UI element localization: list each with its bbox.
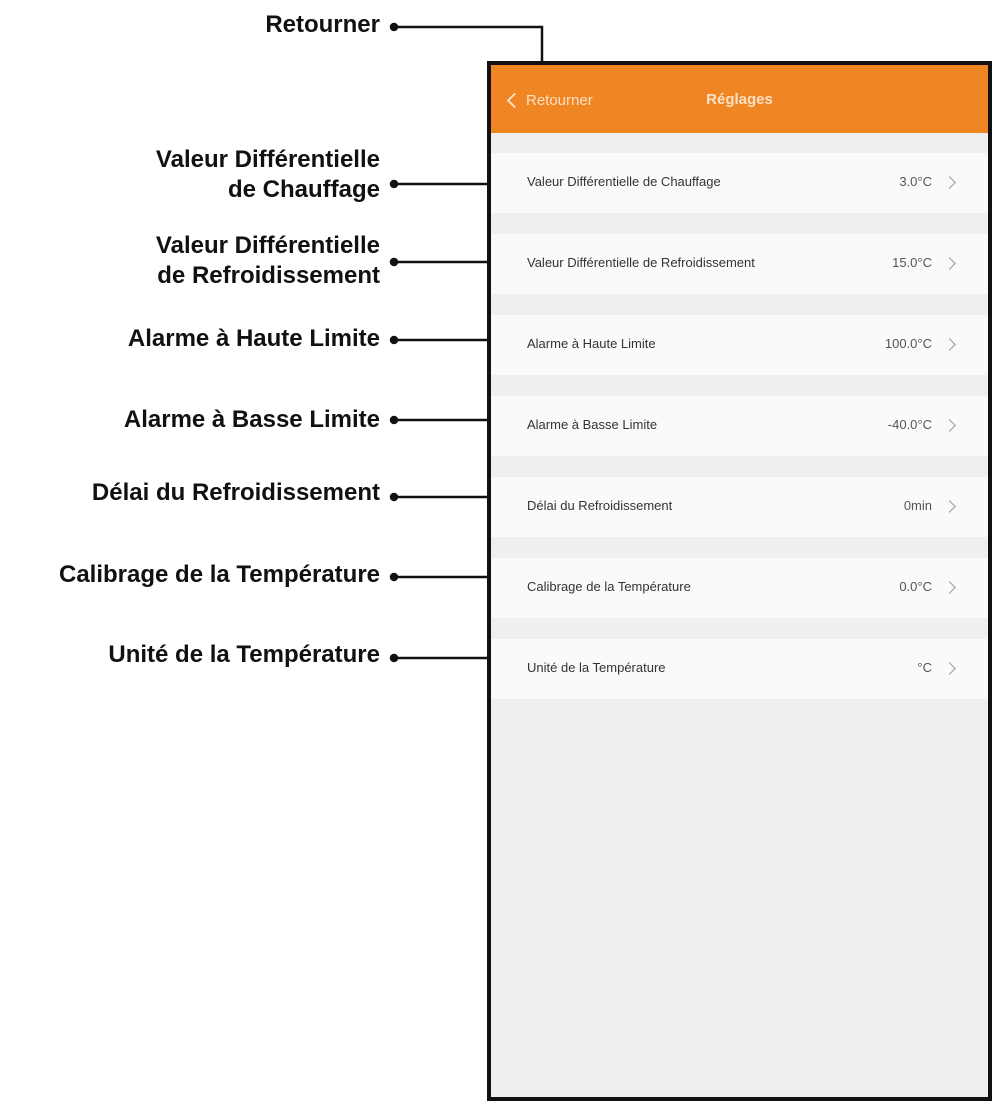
setting-label: Délai du Refroidissement (527, 498, 673, 513)
annotation-calibration-text: Calibrage de la Température (59, 561, 380, 588)
setting-label: Alarme à Haute Limite (527, 336, 656, 351)
annotation-cooling-line2: de Refroidissement (157, 262, 380, 289)
setting-label: Alarme à Basse Limite (527, 417, 658, 432)
settings-list (491, 153, 988, 720)
setting-value: -40.0°C (887, 417, 932, 432)
setting-value: 100.0°C (884, 336, 932, 351)
setting-cooling-differential[interactable] (491, 234, 988, 294)
setting-temperature-calibration[interactable] (491, 558, 988, 618)
setting-label: Valeur Différentielle de Refroidissement (527, 255, 755, 270)
chevron-right-icon (943, 419, 956, 432)
annotation-cooling-line1: Valeur Différentielle (155, 232, 380, 259)
annotation-cooling-delay-text: Délai du Refroidissement (91, 479, 380, 506)
chevron-right-icon (943, 176, 956, 189)
chevron-right-icon (943, 662, 956, 675)
setting-value: °C (917, 660, 932, 675)
setting-cooling-delay[interactable] (491, 477, 988, 537)
annotation-low-alarm (124, 405, 380, 435)
annotation-back-text: Retourner (265, 11, 380, 38)
setting-label: Calibrage de la Température (527, 579, 691, 594)
annotation-unit (108, 640, 380, 670)
annotation-low-alarm-text: Alarme à Basse Limite (123, 406, 380, 433)
setting-heating-differential[interactable] (491, 153, 988, 213)
annotation-back (265, 10, 380, 40)
top-bar (491, 65, 988, 133)
setting-value: 0.0°C (899, 579, 932, 594)
setting-value: 3.0°C (899, 174, 932, 189)
annotation-cooling-differential (156, 231, 380, 291)
annotation-unit-text: Unité de la Température (108, 641, 380, 668)
phone-screen (487, 61, 992, 1101)
chevron-right-icon (943, 338, 956, 351)
annotation-cooling-delay (92, 478, 380, 508)
back-button-label: Retourner (526, 91, 593, 109)
annotation-high-alarm (128, 324, 380, 354)
setting-label: Valeur Différentielle de Chauffage (527, 174, 721, 189)
setting-value: 0min (903, 498, 932, 513)
chevron-right-icon (943, 581, 956, 594)
annotation-high-alarm-text: Alarme à Haute Limite (127, 325, 380, 352)
annotation-calibration (59, 560, 380, 590)
setting-high-alarm[interactable] (491, 315, 988, 375)
annotation-heating-line2: de Chauffage (227, 176, 380, 203)
page-title: Réglages (706, 91, 773, 108)
setting-label: Unité de la Température (527, 660, 666, 675)
setting-value: 15.0°C (892, 255, 932, 270)
annotation-heating-differential (156, 145, 380, 205)
setting-low-alarm[interactable] (491, 396, 988, 456)
annotation-heating-line1: Valeur Différentielle (155, 146, 380, 173)
chevron-right-icon (943, 257, 956, 270)
chevron-right-icon (943, 500, 956, 513)
setting-temperature-unit[interactable] (491, 639, 988, 699)
